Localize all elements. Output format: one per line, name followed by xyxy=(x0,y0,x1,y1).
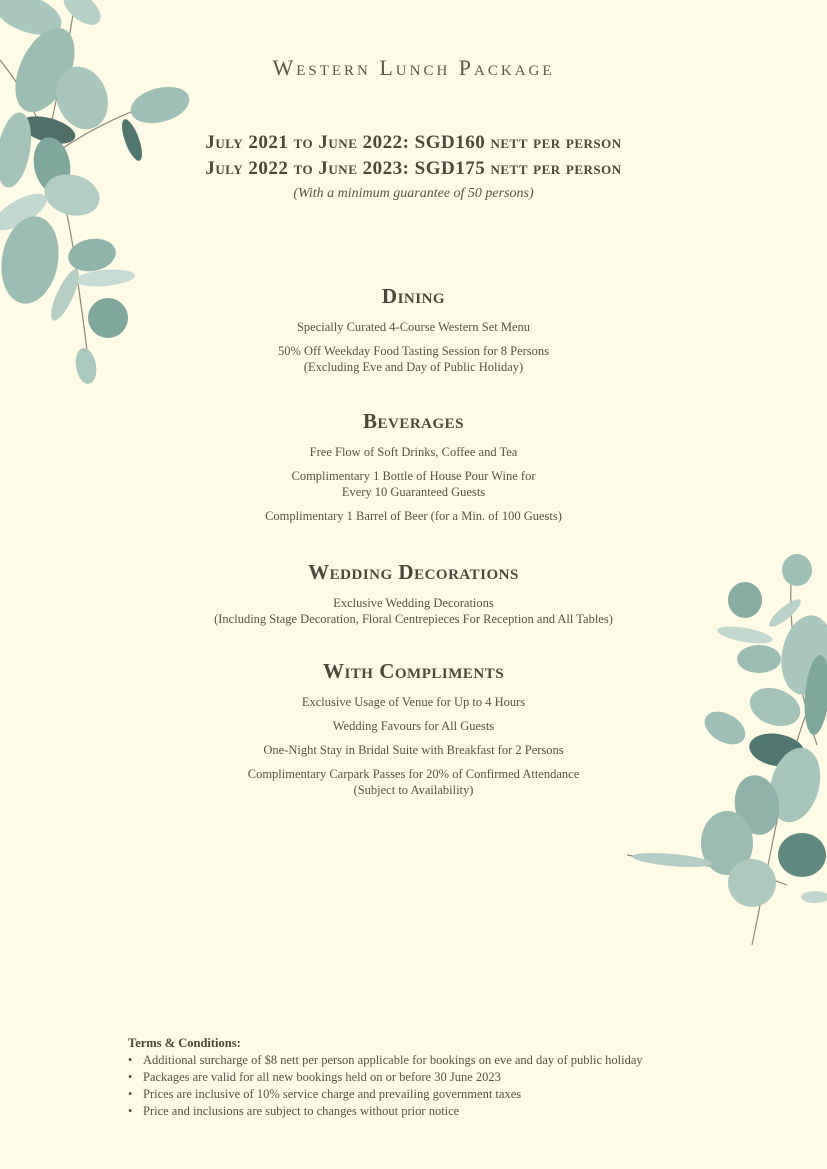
price-line-2022-2023: July 2022 to June 2023: SGD175 nett per person xyxy=(205,158,622,179)
section-item xyxy=(0,742,827,758)
section-dining xyxy=(0,284,827,383)
package-title: Western Lunch Package xyxy=(272,55,555,80)
terms-item xyxy=(128,1103,768,1120)
terms-and-conditions xyxy=(128,1035,768,1120)
item-line: 50% Off Weekday Food Tasting Session for 8 Persons xyxy=(277,344,550,358)
terms-item xyxy=(128,1069,768,1086)
section-beverages xyxy=(0,409,827,532)
section-item xyxy=(0,508,827,524)
bullet-icon: • xyxy=(128,1104,133,1118)
item-line: One-Night Stay in Bridal Suite with Breakfast for 2 Persons xyxy=(263,743,564,757)
section-heading: With Compliments xyxy=(322,659,505,683)
item-line: Complimentary 1 Barrel of Beer (for a Min. of 100 Guests) xyxy=(265,509,562,523)
terms-item-text: Price and inclusions are subject to changes without prior notice xyxy=(143,1104,460,1118)
item-line: Wedding Favours for All Guests xyxy=(332,719,495,733)
section-item xyxy=(0,319,827,335)
section-item xyxy=(0,718,827,734)
bullet-icon: • xyxy=(128,1087,133,1101)
section-with-compliments xyxy=(0,659,827,806)
item-line: (Including Stage Decoration, Floral Centrepieces For Reception and All Tables) xyxy=(214,612,613,626)
terms-list xyxy=(128,1052,768,1120)
item-line: Complimentary Carpark Passes for 20% of Confirmed Attendance xyxy=(247,767,580,781)
item-line: Free Flow of Soft Drinks, Coffee and Tea xyxy=(309,445,518,459)
item-line: Every 10 Guaranteed Guests xyxy=(341,485,486,499)
terms-item-text: Packages are valid for all new bookings held on or before 30 June 2023 xyxy=(143,1070,501,1084)
terms-item-text: Prices are inclusive of 10% service charge and prevailing government taxes xyxy=(143,1087,522,1101)
section-wedding-decorations xyxy=(0,560,827,635)
bullet-icon: • xyxy=(128,1070,133,1084)
item-line: Exclusive Usage of Venue for Up to 4 Hours xyxy=(301,695,526,709)
price-line-2021-2022: July 2021 to June 2022: SGD160 nett per person xyxy=(205,132,622,153)
section-item xyxy=(0,343,827,375)
section-item xyxy=(0,444,827,460)
item-line: (Subject to Availability) xyxy=(353,783,474,797)
section-heading: Dining xyxy=(381,284,446,308)
section-heading: Wedding Decorations xyxy=(308,560,519,584)
item-line: Specially Curated 4-Course Western Set Menu xyxy=(296,320,531,334)
section-item xyxy=(0,694,827,710)
bullet-icon: • xyxy=(128,1053,133,1067)
section-item xyxy=(0,468,827,500)
terms-item-text: Additional surcharge of $8 nett per person applicable for bookings on eve and day of public holiday xyxy=(143,1053,643,1067)
section-item xyxy=(0,766,827,798)
section-heading: Beverages xyxy=(362,409,465,433)
terms-item xyxy=(128,1086,768,1103)
item-line: Complimentary 1 Bottle of House Pour Wine for xyxy=(291,469,536,483)
item-line: (Excluding Eve and Day of Public Holiday) xyxy=(303,360,524,374)
terms-item xyxy=(128,1052,768,1069)
section-item xyxy=(0,595,827,627)
minimum-guarantee-note: (With a minimum guarantee of 50 persons) xyxy=(293,186,534,201)
item-line: Exclusive Wedding Decorations xyxy=(333,596,494,610)
terms-heading: Terms & Conditions: xyxy=(128,1036,241,1050)
